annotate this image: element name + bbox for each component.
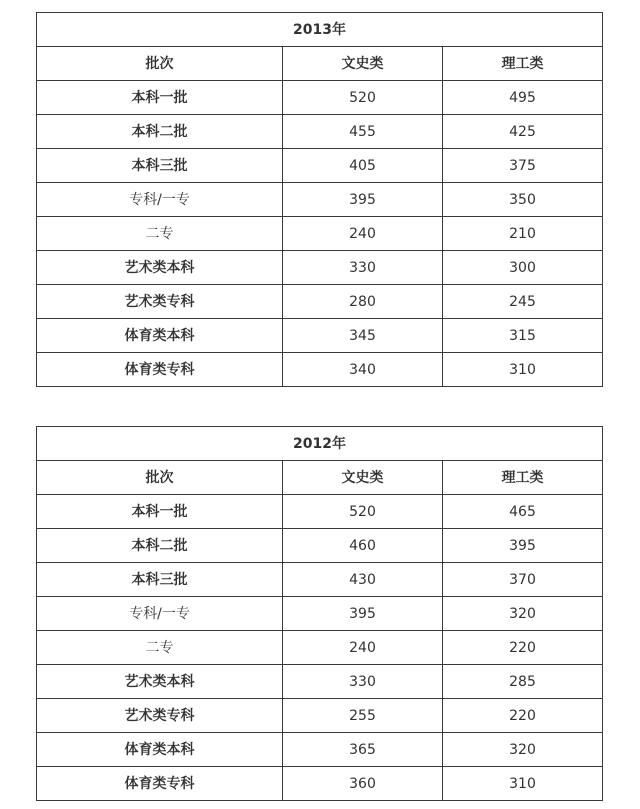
ligong-score-cell: 315 <box>443 319 603 353</box>
wenshi-score-cell: 240 <box>283 631 443 665</box>
table-row <box>37 767 603 801</box>
wenshi-score-cell: 345 <box>283 319 443 353</box>
table-header-row <box>37 461 603 495</box>
wenshi-score-cell: 240 <box>283 217 443 251</box>
table-row <box>37 597 603 631</box>
ligong-score-cell: 220 <box>443 631 603 665</box>
ligong-score-cell: 375 <box>443 149 603 183</box>
wenshi-score-cell: 395 <box>283 183 443 217</box>
table-row <box>37 285 603 319</box>
table-title-row <box>37 427 603 461</box>
ligong-score-cell: 370 <box>443 563 603 597</box>
column-header-ligong: 理工类 <box>443 47 603 81</box>
ligong-score-cell: 395 <box>443 529 603 563</box>
batch-cell: 艺术类专科 <box>37 699 283 733</box>
table-row <box>37 699 603 733</box>
ligong-score-cell: 350 <box>443 183 603 217</box>
score-table-2012 <box>36 426 603 801</box>
table-row <box>37 217 603 251</box>
batch-cell: 体育类专科 <box>37 353 283 387</box>
batch-cell: 本科三批 <box>37 563 283 597</box>
table-row <box>37 563 603 597</box>
ligong-score-cell: 465 <box>443 495 603 529</box>
ligong-score-cell: 220 <box>443 699 603 733</box>
ligong-score-cell: 320 <box>443 733 603 767</box>
table-row <box>37 665 603 699</box>
wenshi-score-cell: 520 <box>283 81 443 115</box>
table-year-title: 2012年 <box>37 427 603 461</box>
column-header-wenshi: 文史类 <box>283 47 443 81</box>
wenshi-score-cell: 520 <box>283 495 443 529</box>
batch-cell: 体育类本科 <box>37 733 283 767</box>
wenshi-score-cell: 340 <box>283 353 443 387</box>
ligong-score-cell: 495 <box>443 81 603 115</box>
wenshi-score-cell: 430 <box>283 563 443 597</box>
ligong-score-cell: 300 <box>443 251 603 285</box>
table-year-title: 2013年 <box>37 13 603 47</box>
batch-cell: 专科/一专 <box>37 183 283 217</box>
table-row <box>37 733 603 767</box>
batch-cell: 本科一批 <box>37 495 283 529</box>
table-row <box>37 631 603 665</box>
batch-cell: 本科二批 <box>37 115 283 149</box>
table-row <box>37 115 603 149</box>
batch-cell: 本科二批 <box>37 529 283 563</box>
ligong-score-cell: 285 <box>443 665 603 699</box>
wenshi-score-cell: 405 <box>283 149 443 183</box>
column-header-batch: 批次 <box>37 47 283 81</box>
ligong-score-cell: 310 <box>443 767 603 801</box>
table-row <box>37 529 603 563</box>
column-header-ligong: 理工类 <box>443 461 603 495</box>
ligong-score-cell: 310 <box>443 353 603 387</box>
batch-cell: 艺术类本科 <box>37 251 283 285</box>
wenshi-score-cell: 330 <box>283 251 443 285</box>
table-row <box>37 251 603 285</box>
batch-cell: 本科一批 <box>37 81 283 115</box>
table-title-row <box>37 13 603 47</box>
batch-cell: 二专 <box>37 217 283 251</box>
wenshi-score-cell: 280 <box>283 285 443 319</box>
batch-cell: 体育类专科 <box>37 767 283 801</box>
batch-cell: 艺术类本科 <box>37 665 283 699</box>
wenshi-score-cell: 330 <box>283 665 443 699</box>
table-row <box>37 183 603 217</box>
ligong-score-cell: 425 <box>443 115 603 149</box>
wenshi-score-cell: 455 <box>283 115 443 149</box>
table-row <box>37 319 603 353</box>
wenshi-score-cell: 255 <box>283 699 443 733</box>
batch-cell: 艺术类专科 <box>37 285 283 319</box>
table-row <box>37 495 603 529</box>
batch-cell: 专科/一专 <box>37 597 283 631</box>
table-header-row <box>37 47 603 81</box>
batch-cell: 体育类本科 <box>37 319 283 353</box>
table-row <box>37 81 603 115</box>
table-row <box>37 353 603 387</box>
wenshi-score-cell: 365 <box>283 733 443 767</box>
table-row <box>37 149 603 183</box>
wenshi-score-cell: 460 <box>283 529 443 563</box>
ligong-score-cell: 245 <box>443 285 603 319</box>
wenshi-score-cell: 360 <box>283 767 443 801</box>
wenshi-score-cell: 395 <box>283 597 443 631</box>
score-table-2013 <box>36 12 603 387</box>
batch-cell: 二专 <box>37 631 283 665</box>
column-header-wenshi: 文史类 <box>283 461 443 495</box>
batch-cell: 本科三批 <box>37 149 283 183</box>
column-header-batch: 批次 <box>37 461 283 495</box>
ligong-score-cell: 210 <box>443 217 603 251</box>
ligong-score-cell: 320 <box>443 597 603 631</box>
